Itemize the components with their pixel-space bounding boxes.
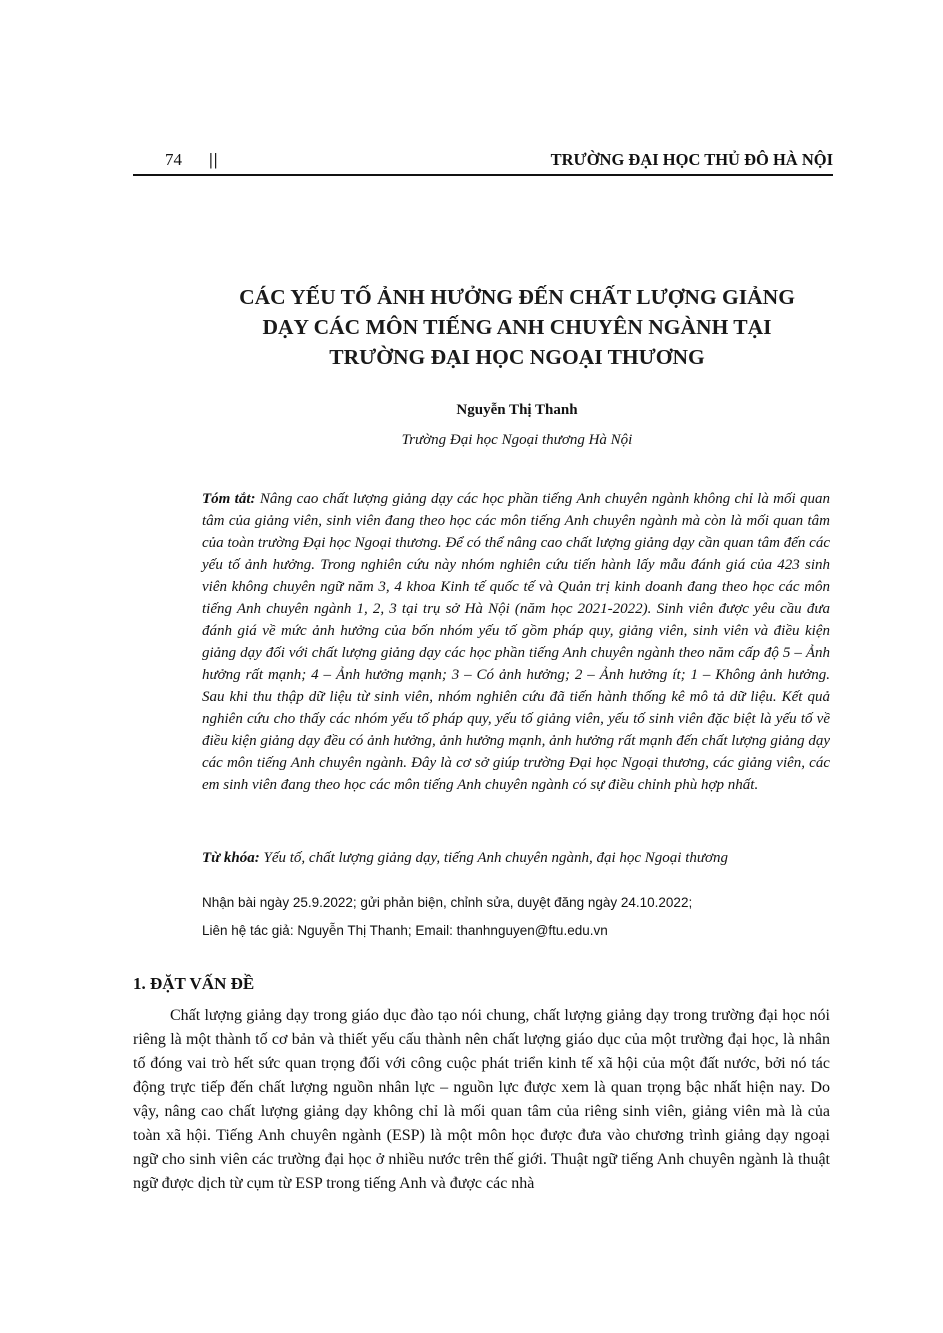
article-title — [140, 282, 894, 372]
abstract-text: Nâng cao chất lượng giảng dạy các học phần tiếng Anh chuyên ngành không chỉ là mối quan tâm của giảng viên, sinh viên đang theo học các môn tiếng Anh chuyên ngành mà còn là mối quan tâm của toàn trường Đại học Ngoại thương. Để có thể nâng cao chất lượng giảng dạy cần quan tâm đến các yếu tố ảnh hưởng. Trong nghiên cứu này nhóm nghiên cứu tiến hành lấy mẫu đánh giá của 423 sinh viên không chuyên ngữ năm 3, 4 khoa Kinh tế quốc tế và Quản trị kinh doanh đang theo học các môn tiếng Anh chuyên ngành 1, 2, 3 tại trụ sở Hà Nội (năm học 2021-2022). Sinh viên được yêu cầu đưa đánh giá về mức ảnh hưởng của bốn nhóm yếu tố gồm pháp quy, giảng viên, sinh viên và điều kiện giảng dạy đối với chất lượng giảng dạy các học phần tiếng Anh chuyên ngành theo năm cấp độ 5 – Ảnh hưởng rất mạnh; 4 – Ảnh hưởng mạnh; 3 – Có ảnh hưởng; 2 – Ảnh hưởng ít; 1 – Không ảnh hưởng. Sau khi thu thập dữ liệu từ sinh viên, nhóm nghiên cứu đã tiến hành thống kê mô tả dữ liệu. Kết quả nghiên cứu cho thấy các nhóm yếu tố pháp quy, yếu tố giảng viên, yếu tố sinh viên đặc biệt là yếu tố về điều kiện giảng dạy đều có ảnh hưởng, ảnh hưởng mạnh, ảnh hưởng rất mạnh đến chất lượng giảng dạy các môn tiếng Anh chuyên ngành. Đây là cơ sở giúp trường Đại học Ngoại thương, các giảng viên, các em sinh viên đang theo học các môn tiếng Anh chuyên ngành có sự điều chỉnh phù hợp nhất. — [202, 491, 830, 793]
author-contact: Liên hệ tác giả: Nguyễn Thị Thanh; Email: thanhnguyen@ftu.edu.vn — [202, 923, 608, 938]
section-heading: 1. ĐẶT VẤN ĐỀ — [133, 974, 255, 993]
title-line: TRƯỜNG ĐẠI HỌC NGOẠI THƯƠNG — [329, 345, 705, 369]
page-number: 74 — [165, 150, 182, 169]
received-dates: Nhận bài ngày 25.9.2022; gửi phản biện, chỉnh sửa, duyệt đăng ngày 24.10.2022; — [202, 895, 693, 910]
journal-name: TRƯỜNG ĐẠI HỌC THỦ ĐÔ HÀ NỘI — [550, 150, 833, 169]
keywords-label: Từ khóa: — [202, 850, 260, 866]
abstract-label: Tóm tắt: — [202, 491, 256, 507]
abstract — [202, 488, 830, 796]
title-line: DẠY CÁC MÔN TIẾNG ANH CHUYÊN NGÀNH TẠI — [262, 315, 772, 339]
author-name: Nguyễn Thị Thanh — [456, 402, 578, 418]
running-header — [133, 150, 833, 176]
keywords-text: Yếu tố, chất lượng giảng dạy, tiếng Anh chuyên ngành, đại học Ngoại thương — [263, 850, 729, 866]
header-separator: || — [209, 150, 219, 169]
title-line: CÁC YẾU TỐ ẢNH HƯỞNG ĐẾN CHẤT LƯỢNG GIẢNG — [239, 285, 795, 309]
author-affiliation: Trường Đại học Ngoại thương Hà Nội — [401, 432, 633, 448]
keywords — [202, 847, 830, 869]
body-paragraph: Chất lượng giảng dạy trong giáo dục đào tạo nói chung, chất lượng giảng dạy trong trường đại học nói riêng là một thành tố cơ bản và thiết yếu cấu thành nên chất lượng giáo dục của một trường đại học, là nhân tố đóng vai trò hết sức quan trọng đối với công cuộc phát triển kinh tế xã hội của một đất nước, bởi nó tác động trực tiếp đến chất lượng nguồn nhân lực – nguồn lực được xem là quan trọng bậc nhất hiện nay. Do vậy, nâng cao chất lượng giảng dạy không chỉ là mối quan tâm của riêng sinh viên, giảng viên mà là của toàn xã hội. Tiếng Anh chuyên ngành (ESP) là một môn học được đưa vào chương trình giảng dạy ngoại ngữ cho sinh viên các trường đại học ở nhiều nước trên thế giới. Thuật ngữ tiếng Anh chuyên ngành là thuật ngữ được dịch từ cụm từ ESP trong tiếng Anh và được các nhà — [133, 1007, 830, 1192]
